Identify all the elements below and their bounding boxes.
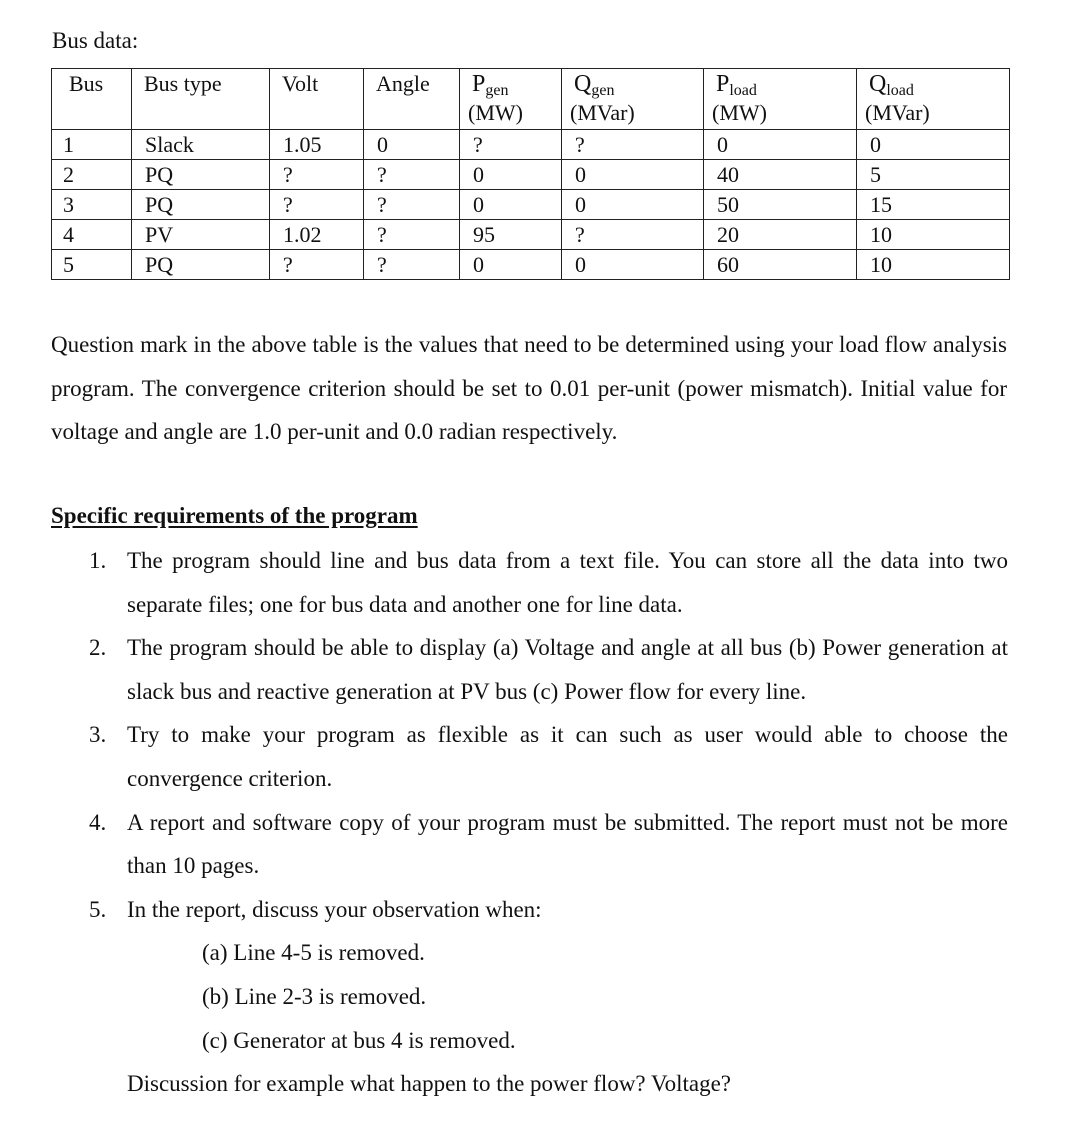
list-item-text: In the report, discuss your observation when: bbox=[127, 896, 542, 922]
table-row bbox=[52, 160, 1010, 190]
table-row bbox=[52, 130, 1010, 160]
list-item-number: 4. bbox=[89, 809, 107, 835]
list-item-text: A report and software copy of your program must be submitted. The report must not be more than 10 pages. bbox=[127, 809, 1008, 879]
pload-unit: (MW) bbox=[712, 100, 767, 125]
list-item bbox=[80, 539, 1008, 626]
header-bus: Bus bbox=[52, 69, 132, 130]
cell-volt: ? bbox=[270, 190, 364, 220]
cell-qgen: 0 bbox=[562, 250, 704, 280]
cell-bus: 4 bbox=[52, 220, 132, 250]
cell-bus-type: PV bbox=[132, 220, 270, 250]
pload-subscript: load bbox=[729, 82, 757, 99]
cell-pload: 40 bbox=[704, 160, 857, 190]
list-item-number: 1. bbox=[89, 548, 107, 573]
cell-qgen: 0 bbox=[562, 160, 704, 190]
table-header-row bbox=[52, 69, 1010, 130]
list-item bbox=[80, 888, 1008, 1106]
cell-bus: 1 bbox=[52, 130, 132, 160]
cell-qgen: 0 bbox=[562, 190, 704, 220]
qgen-subscript: gen bbox=[591, 82, 615, 99]
list-item bbox=[80, 626, 1008, 713]
list-item-number: 3. bbox=[89, 722, 107, 748]
cell-pgen: 0 bbox=[460, 190, 562, 220]
list-item-text: The program should line and bus data from a text file. You can store all the data into two separate files; one for bus data and another one for line data. bbox=[127, 548, 1008, 617]
pload-symbol: P bbox=[716, 71, 730, 97]
bus-data-table bbox=[51, 68, 1010, 280]
cell-qload: 15 bbox=[857, 190, 1010, 220]
cell-pload: 60 bbox=[704, 250, 857, 280]
cell-pgen: ? bbox=[460, 130, 562, 160]
table-row bbox=[52, 190, 1010, 220]
qgen-unit: (MVar) bbox=[570, 100, 635, 125]
cell-angle: ? bbox=[364, 250, 460, 280]
header-qgen bbox=[562, 69, 704, 130]
cell-qgen: ? bbox=[562, 130, 704, 160]
cell-bus-type: PQ bbox=[132, 160, 270, 190]
header-qload bbox=[857, 69, 1010, 130]
cell-volt: 1.02 bbox=[270, 220, 364, 250]
qload-subscript: load bbox=[886, 82, 914, 99]
cell-pgen: 95 bbox=[460, 220, 562, 250]
header-angle: Angle bbox=[364, 69, 460, 130]
qgen-symbol: Q bbox=[574, 71, 592, 97]
requirements-list bbox=[80, 539, 1008, 1106]
cell-volt: ? bbox=[270, 250, 364, 280]
list-item-number: 2. bbox=[89, 635, 107, 661]
table-row bbox=[52, 250, 1010, 280]
qload-unit: (MVar) bbox=[865, 100, 930, 125]
cell-bus-type: PQ bbox=[132, 190, 270, 220]
cell-qload: 0 bbox=[857, 130, 1010, 160]
sub-list-item: (a) Line 4-5 is removed. bbox=[202, 940, 425, 966]
cell-pgen: 0 bbox=[460, 250, 562, 280]
sub-list-item: (c) Generator at bus 4 is removed. bbox=[202, 1027, 516, 1053]
header-volt: Volt bbox=[270, 69, 364, 130]
sub-list-item: (b) Line 2-3 is removed. bbox=[202, 983, 427, 1009]
cell-bus: 3 bbox=[52, 190, 132, 220]
header-pload bbox=[704, 69, 857, 130]
cell-angle: ? bbox=[364, 160, 460, 190]
cell-angle: ? bbox=[364, 190, 460, 220]
table-row bbox=[52, 220, 1010, 250]
cell-pload: 20 bbox=[704, 220, 857, 250]
discussion-prompt: Discussion for example what happen to the power flow? Voltage? bbox=[127, 1071, 732, 1097]
cell-qload: 10 bbox=[857, 220, 1010, 250]
cell-angle: ? bbox=[364, 220, 460, 250]
cell-bus: 5 bbox=[52, 250, 132, 280]
cell-pload: 50 bbox=[704, 190, 857, 220]
observation-sublist bbox=[127, 931, 1008, 1062]
list-item-text: Try to make your program as flexible as it can such as user would able to choose the convergence criterion. bbox=[127, 722, 1008, 791]
bus-data-heading: Bus data: bbox=[52, 28, 139, 53]
list-item bbox=[80, 713, 1008, 800]
cell-volt: 1.05 bbox=[270, 130, 364, 160]
cell-bus-type: Slack bbox=[132, 130, 270, 160]
requirements-heading: Specific requirements of the program bbox=[51, 503, 418, 528]
list-item bbox=[80, 801, 1008, 888]
cell-bus-type: PQ bbox=[132, 250, 270, 280]
qload-symbol: Q bbox=[869, 71, 887, 97]
pgen-unit: (MW) bbox=[468, 100, 523, 125]
header-bus-type: Bus type bbox=[132, 69, 270, 130]
instructions-paragraph: Question mark in the above table is the values that need to be determined using your load flow analysis program. The convergence criterion should be set to 0.01 per-unit (power mismatch). Initial value for voltage and angle are 1.0 per-unit and 0.0 radian respectively. bbox=[51, 332, 1007, 445]
cell-qload: 10 bbox=[857, 250, 1010, 280]
cell-pgen: 0 bbox=[460, 160, 562, 190]
list-item-number: 5. bbox=[89, 896, 107, 922]
cell-qload: 5 bbox=[857, 160, 1010, 190]
cell-bus: 2 bbox=[52, 160, 132, 190]
pgen-symbol: P bbox=[472, 71, 486, 97]
cell-angle: 0 bbox=[364, 130, 460, 160]
pgen-subscript: gen bbox=[485, 82, 509, 99]
header-pgen bbox=[460, 69, 562, 130]
cell-qgen: ? bbox=[562, 220, 704, 250]
cell-volt: ? bbox=[270, 160, 364, 190]
list-item-text: The program should be able to display (a) Voltage and angle at all bus (b) Power generation at slack bus and reactive generation at PV bus (c) Power flow for every line. bbox=[127, 635, 1008, 704]
cell-pload: 0 bbox=[704, 130, 857, 160]
